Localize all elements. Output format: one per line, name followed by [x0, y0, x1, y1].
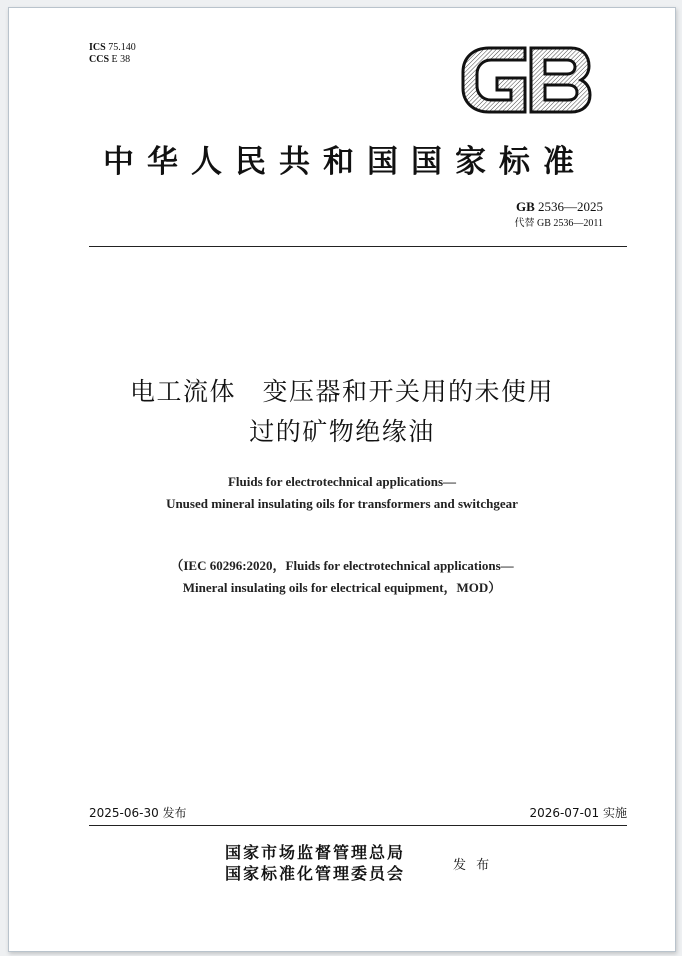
issue-action: 发 布 — [453, 858, 493, 873]
ccs-value: E 38 — [111, 54, 131, 65]
gb-logo — [459, 44, 593, 116]
chinese-title-line1: 电工流体 变压器和开关用的未使用 — [129, 377, 554, 406]
iec-reference-line2: Mineral insulating oils for electrical equipment，MOD） — [182, 580, 502, 595]
country-standard-title: 中华人民共和国国家标准 — [103, 144, 587, 180]
replaces-standard: 代替 GB 2536—2011 — [514, 218, 603, 229]
ics-label: ICS — [89, 42, 106, 53]
iec-reference-line1: （IEC 60296:2020，Fluids for electrotechnical applications— — [170, 558, 514, 573]
english-title-line2: Unused mineral insulating oils for transformers and switchgear — [166, 496, 518, 511]
bottom-divider — [89, 825, 627, 826]
top-divider — [89, 246, 627, 247]
standard-number-value: 2536—2025 — [538, 199, 603, 214]
ics-value: 75.140 — [108, 42, 136, 53]
standard-number-block — [514, 199, 603, 233]
publish-date: 2025-06-30 发布 — [89, 806, 187, 820]
chinese-title-line2: 过的矿物绝缘油 — [249, 417, 435, 446]
implementation-date: 2026-07-01 实施 — [529, 806, 627, 820]
issuer-sac: 国家标准化管理委员会 — [225, 864, 406, 883]
ics-code — [89, 42, 136, 54]
english-title-line1: Fluids for electrotechnical applications— — [227, 474, 457, 489]
standard-number — [514, 199, 603, 215]
standard-prefix: GB — [515, 199, 535, 214]
ccs-label: CCS — [89, 54, 110, 65]
classification-codes — [89, 42, 136, 66]
standard-cover-page — [8, 7, 676, 952]
issuing-authorities — [225, 842, 405, 884]
ccs-code — [89, 54, 136, 66]
issuer-samr: 国家市场监督管理总局 — [225, 843, 406, 862]
